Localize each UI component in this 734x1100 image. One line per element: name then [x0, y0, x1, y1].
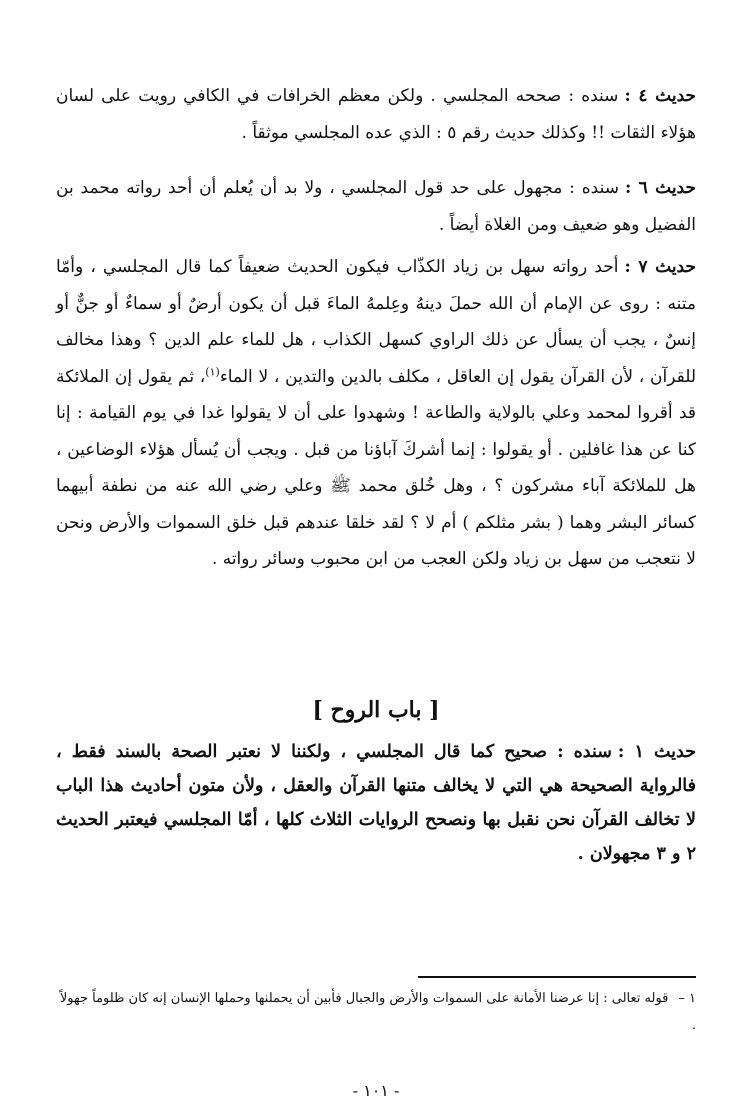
footnote-number: ١ – [678, 991, 696, 1006]
hadith-1-text: سنده : صحيح كما قال المجلسي ، ولكننا لا نعتبر الصحة بالسند فقط ، فالرواية الصحيحة هي التي لا يخالف متنها القرآن والعقل ، ولأن متون أحاديث هذا الباب لا تخالف القرآن نحن نقبل بها ونصحح الروايات الثلاث كلها ، أمّا المجلسي فيعتبر الحديث ٢ و ٣ مجهولان . [56, 742, 696, 864]
page-number: - ١٠١ - [352, 1081, 400, 1100]
footnote-text: قوله تعالى : إنا عرضنا الأمانة على السموات والأرض والجبال فأبين أن يحملنها وحملها الإنسان إنه كان ظلوماً جهولاً . [59, 991, 696, 1033]
footnote-divider [418, 976, 696, 978]
hadith-7 [56, 249, 696, 578]
hadith-4-text: سنده : صححه المجلسي . ولكن معظم الخرافات في الكافي رويت على لسان هؤلاء الثقات !! وكذلك حديث رقم ٥ : الذي عده المجلسي موثقاً . [56, 86, 696, 143]
hadith-1 [56, 735, 696, 871]
hadith-4 [56, 78, 696, 151]
hadith-6-label: حديث ٦ : [624, 178, 696, 198]
hadith-7-label: حديث ٧ : [624, 257, 696, 277]
hadith-7-text-part2: ، ثم يقول إن الملائكة قد أقروا لمحمد وعلي بالولاية والطاعة ! وشهدوا على أن لا يقولوا غدا في يوم القيامة : إنا كنا عن هذا غافلين . أو يقولوا : إنما أشركَ آباؤنا من قبل . ويجب أن يُسأل هؤلاء الوضاعين ، هل للملائكة آباء مشركون ؟ ، وهل خُلق محمد ﷺ وعلي رضي الله عنه من نطفة أبيهما كسائر البشر وهما ( بشر مثلكم ) أم لا ؟ لقد خلقا عندهم قبل خلق السموات والأرض ونحن لا نتعجب من سهل بن زياد ولكن العجب من ابن محبوب وسائر رواته . [56, 366, 696, 569]
hadith-4-label: حديث ٤ : [624, 86, 696, 106]
hadith-6 [56, 170, 696, 243]
hadith-6-text: سنده : مجهول على حد قول المجلسي ، ولا بد أن يُعلم أن أحد رواته محمد بن الفضيل وهو ضعيف ومن الغلاة أيضاً . [56, 178, 696, 235]
section-title: [ باب الروح ] [312, 697, 440, 723]
hadith-7-text-part1: أحد رواته سهل بن زياد الكذّاب فيكون الحديث ضعيفاً كما قال المجلسي ، وأمّا متنه : روى عن الإمام أن الله حملَ دينهُ وعِلمهُ الماءَ قبل أن يكون أرضٌ أو سماءٌ أو جنٌّ أو إنسٌ ، يجب أن يسأل عن ذلك الراوي كسهل الكذاب ، هل للماء علم الدين ؟ وهذا مخالف للقرآن ، لأن القرآن يقول إن العاقل ، مكلف بالدين والتدين ، لا الماء [56, 257, 696, 387]
footnote-reference[interactable]: (١) [205, 364, 220, 378]
footnote [56, 985, 696, 1039]
hadith-1-label: حديث ١ : [617, 742, 697, 762]
